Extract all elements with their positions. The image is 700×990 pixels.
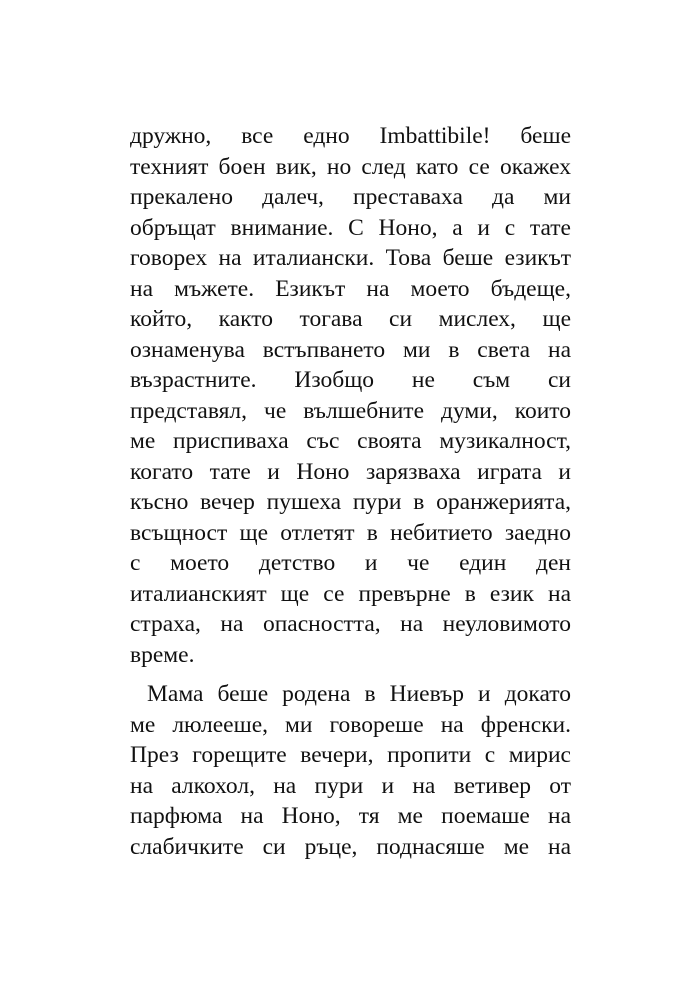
paragraph-1 [130,121,571,670]
text-line: прекалено далеч, преставаха да ми [130,184,571,210]
text-line: дружно, все едно Imbattibile! беше [130,123,571,149]
text-line: Мама беше родена в Ниевър и докато [147,681,571,707]
text-line: През горещите вечери, пропити с мирис [130,742,571,768]
text-line: говорех на италиански. Това беше езикът [130,245,571,271]
text-line: представял, че вълшебните думи, които [130,397,571,424]
text-line: на мъжете. Езикът на моето бъдеще, [130,275,571,302]
text-line: който, както тогава си мислех, ще [130,306,571,332]
text-line: когато тате и Ноно зарязваха играта и [130,458,571,485]
text-line: време. [130,641,195,668]
text-line: техният боен вик, но след като се окажех [130,153,571,180]
text-line: обръщат внимание. С Ноно, а и с тате [130,214,571,241]
text-line: ме люлееше, ми говореше на френски. [130,711,571,738]
text-line: на алкохол, на пури и на ветивер от [130,772,571,799]
text-line: страха, на опасността, на неуловимото [130,611,571,637]
text-line: ознаменува встъпването ми в света на [130,336,571,363]
text-line: слабичките си ръце, поднасяше ме на [130,833,571,860]
text-line: парфюма на Ноно, тя ме поемаше на [130,803,571,829]
text-line: ме приспиваха със своята музикалност, [130,428,571,454]
text-line: с моето детство и че един ден [130,550,571,576]
text-line: италианският ще се превърне в език на [130,580,571,607]
text-line: всъщност ще отлетят в небитието заедно [130,519,571,546]
paragraph-2 [130,679,571,862]
text-line: възрастните. Изобщо не съм си [130,367,571,393]
text-line: късно вечер пушеха пури в оранжерията, [130,489,571,515]
